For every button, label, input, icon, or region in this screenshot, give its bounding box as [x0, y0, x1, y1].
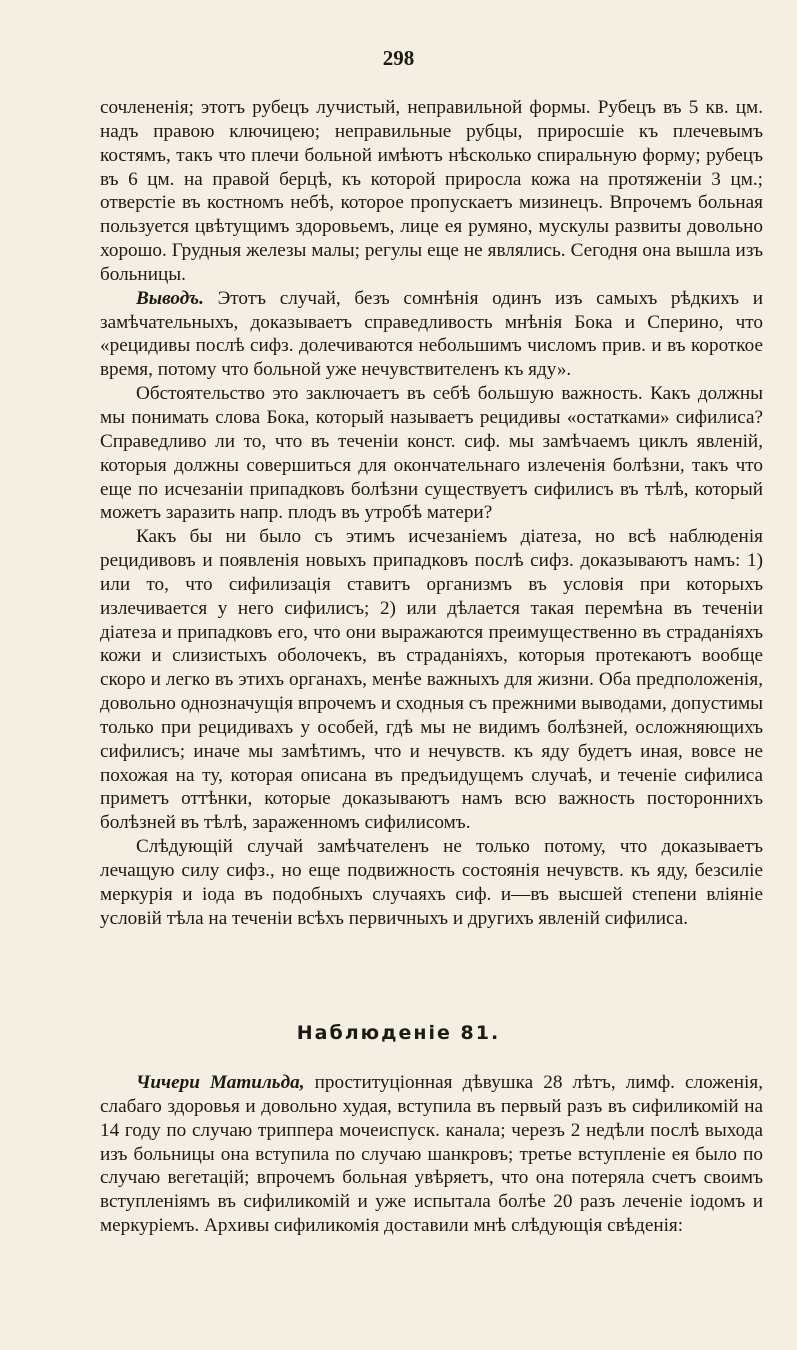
paragraph-conclusion [100, 287, 763, 382]
case-paragraph [100, 1071, 763, 1238]
paragraph [100, 835, 763, 930]
section-heading: Наблюденіе 81. [296, 1022, 501, 1044]
paragraph-text: Обстоятельство это заключаетъ въ себѣ большую важность. Какъ должны мы понимать слова Бока, который называетъ рецидивы «остатками» сифилиса? Справедливо ли то, что въ теченіи конст. сиф. мы замѣчаемъ циклъ явленій, которыя должны совершиться для окончательнаго излеченія болѣзни, такъ что еще по исчезаніи припадковъ болѣзни существуетъ сифилисъ въ тѣлѣ, который можетъ заразить напр. плодъ въ утробѣ матери? [100, 383, 763, 524]
case-description: проституціонная дѣвушка 28 лѣтъ, лимф. сложенія, слабаго здоровья и довольно худая, вступила въ первый разъ въ сифиликомій на 14 году по случаю триппера мочеиспуск. канала; черезъ 2 недѣли послѣ выхода изъ больницы она вступила по случаю шанкровъ; третье вступленіе ея было по случаю вегетацій; впрочемъ больная увѣряетъ, что она потеряла счетъ своимъ вступленіямъ въ сифиликомій и уже испытала болѣе 20 разъ леченіе іодомъ и меркуріемъ. Архивы сифиликомія доставили мнѣ слѣдующія свѣденія: [100, 1072, 763, 1237]
case-text [100, 1071, 763, 1238]
paragraph-text: Какъ бы ни было съ этимъ исчезаніемъ діатеза, но всѣ наблюденія рецидивовъ и появленія новыхъ припадковъ послѣ сифз. доказываютъ намъ: 1) или то, что сифилизація ставитъ организмъ въ условія при которыхъ излечивается у него сифилисъ; 2) или дѣлается такая перемѣна въ теченіи діатеза и припадковъ его, что они выражаются преимущественно въ страданіяхъ кожи и слизистыхъ оболочекъ, въ страданіяхъ, которыя протекаютъ вообще скоро и легко въ этихъ органахъ, менѣе важныхъ для жизни. Оба предположенія, довольно однозначущія впрочемъ и сходныя съ прежними выводами, допустимы только при рецидивахъ у особей, гдѣ мы не видимъ болѣзней, осложняющихъ сифилисъ; иначе мы замѣтимъ, что и нечувств. къ яду будетъ иная, вовсе не похожая на ту, которая описана въ предъидущемъ случаѣ, и теченіе сифилиса приметъ оттѣнки, которые доказываютъ намъ всю важность посторонниxъ болѣзней въ тѣлѣ, зараженномъ сифилисомъ. [100, 526, 763, 834]
patient-name: Чичери Матильда, [136, 1072, 305, 1093]
main-text [100, 96, 763, 931]
paragraph [100, 382, 763, 525]
paragraph-continuation [100, 96, 763, 287]
page-number: 298 [382, 46, 415, 70]
paragraph [100, 525, 763, 835]
paragraph-text: Этотъ случай, безъ сомнѣнія одинъ изъ самыхъ рѣдкихъ и замѣчательныхъ, доказываетъ справедливость мнѣнія Бока и Сперино, что «рецидивы послѣ сифз. долечиваются небольшимъ числомъ прив. и въ короткое время, потому что больной уже нечувствителенъ къ яду». [100, 287, 763, 381]
paragraph-lead: Выводъ. [136, 287, 204, 309]
paragraph-text: Слѣдующій случай замѣчателенъ не только потому, что доказываетъ лечащую силу сифз., но еще подвижность состоянія нечувств. къ яду, безсиліе меркурія и іода въ подобныхъ случаяхъ сиф. и—въ высшей степени вліяніе условій тѣла на теченіи всѣхъ первичныхъ и другихъ явленій сифилиса. [100, 836, 763, 929]
paragraph-text: сочлененія; этотъ рубецъ лучистый, неправильной формы. Рубецъ въ 5 кв. цм. надъ правою ключицею; неправильные рубцы, приросшіе къ плечевымъ костямъ, такъ что плечи больной имѣютъ нѣсколько спиральную форму; рубецъ въ 6 цм. на правой берцѣ, къ которой приросла кожа на протяженіи 3 цм.; отверстіе въ костномъ небѣ, которое пропускаетъ мизинецъ. Впрочемъ больная пользуется цвѣтущимъ здоровьемъ, лице ея румяно, мускулы развиты довольно хорошо. Грудныя железы малы; регулы еще не являлись. Сегодня она вышла изъ больницы. [100, 97, 763, 285]
